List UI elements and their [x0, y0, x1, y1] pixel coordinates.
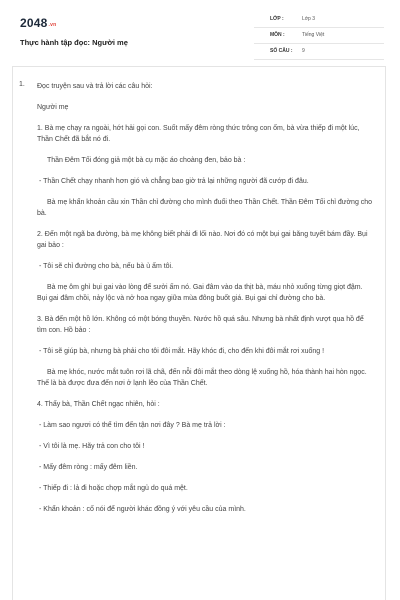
story-paragraph: 4. Thấy bà, Thần Chết ngạc nhiên, hỏi : — [37, 401, 160, 408]
story-dialogue: - Thần Chết chạy nhanh hơn gió và chẳng bao giờ trả lại những người đã cướp đi đâu. — [39, 178, 309, 185]
logo-suffix-text: .vn — [48, 22, 57, 28]
meta-value-grade: Lớp 3 — [302, 16, 316, 22]
worksheet-header — [16, 12, 384, 58]
story-dialogue: - Tôi sẽ giúp bà, nhưng bà phải cho tôi đôi mắt. Hãy khóc đi, cho đến khi đôi mắt rơi xuống ! — [39, 348, 325, 355]
meta-row-question-count — [254, 44, 384, 60]
page-title: Thực hành tập đọc: Người mẹ — [20, 38, 128, 47]
story-paragraph: 3. Bà đến một hồ lớn. Không có một bóng thuyền. Nước hồ quá sâu. Nhưng bà nhất định vượt qua hồ để tìm con. Hồ bảo : — [37, 316, 364, 334]
vocabulary-note: - Mấy đêm ròng : mấy đêm liền. — [39, 464, 138, 471]
story-dialogue: - Tôi sẽ chỉ đường cho bà, nếu bà ủ ấm tôi. — [39, 263, 174, 270]
meta-value-subject: Tiếng Việt — [302, 32, 325, 38]
instruction-text: Đọc truyện sau và trả lời các câu hỏi: — [37, 83, 153, 90]
meta-value-question-count: 9 — [302, 48, 305, 54]
meta-row-subject — [254, 28, 384, 44]
story-dialogue: - Vì tôi là mẹ. Hãy trả con cho tôi ! — [39, 443, 145, 450]
meta-row-grade — [254, 12, 384, 28]
story-paragraph: 2. Đến một ngã ba đường, bà mẹ không biết phải đi lối nào. Nơi đó có một bụi gai băng tuyết bám đầy. Bụi gai bảo : — [37, 231, 368, 249]
meta-label-question-count: SỐ CÂU : — [270, 48, 293, 54]
story-paragraph: Bà mẹ khóc, nước mắt tuôn rơi lã chã, đến nỗi đôi mắt theo dòng lệ xuống hồ, hóa thành hai hòn ngọc. Thế là bà được đưa đến nơi ở lạnh lẽo của Thần Chết. — [37, 369, 367, 387]
vocabulary-note: - Thiếp đi : lả đi hoặc chợp mắt ngủ do quá mệt. — [39, 485, 188, 492]
reading-passage — [37, 81, 373, 525]
story-paragraph: 1. Bà mẹ chạy ra ngoài, hớt hải gọi con. Suốt mấy đêm ròng thức trông con ốm, bà vừa thiếp đi một lúc, Thần Chết đã bắt nó đi. — [37, 125, 360, 143]
meta-label-subject: MÔN : — [270, 32, 285, 38]
story-paragraph: Bà mẹ khẩn khoản cầu xin Thần chỉ đường cho mình đuổi theo Thần Chết. Thần Đêm Tối chỉ đường cho bà. — [37, 199, 373, 217]
site-logo[interactable] — [20, 16, 56, 30]
worksheet-meta — [254, 12, 384, 60]
logo-main-text: 2048 — [20, 16, 48, 30]
story-paragraph: Bà mẹ ôm ghì bụi gai vào lòng để sưởi ấm nó. Gai đâm vào da thịt bà, máu nhỏ xuống từng giọt đậm. Bụi gai đâm chồi, nảy lộc và nở hoa ngay giữa mùa đông buốt giá. Bụi gai chỉ đường cho bà. — [37, 284, 363, 302]
story-paragraph: Thần Đêm Tối đóng giả một bà cụ mặc áo choàng đen, bảo bà : — [47, 157, 246, 164]
story-dialogue: - Làm sao ngươi có thể tìm đến tận nơi đây ? Bà mẹ trả lời : — [39, 422, 226, 429]
question-content — [12, 66, 386, 600]
vocabulary-note: - Khẩn khoản : cố nói để người khác đồng ý với yêu cầu của mình. — [39, 506, 246, 513]
question-number: 1. — [19, 81, 25, 88]
meta-label-grade: LỚP : — [270, 16, 284, 22]
story-title: Người mẹ — [37, 104, 69, 111]
